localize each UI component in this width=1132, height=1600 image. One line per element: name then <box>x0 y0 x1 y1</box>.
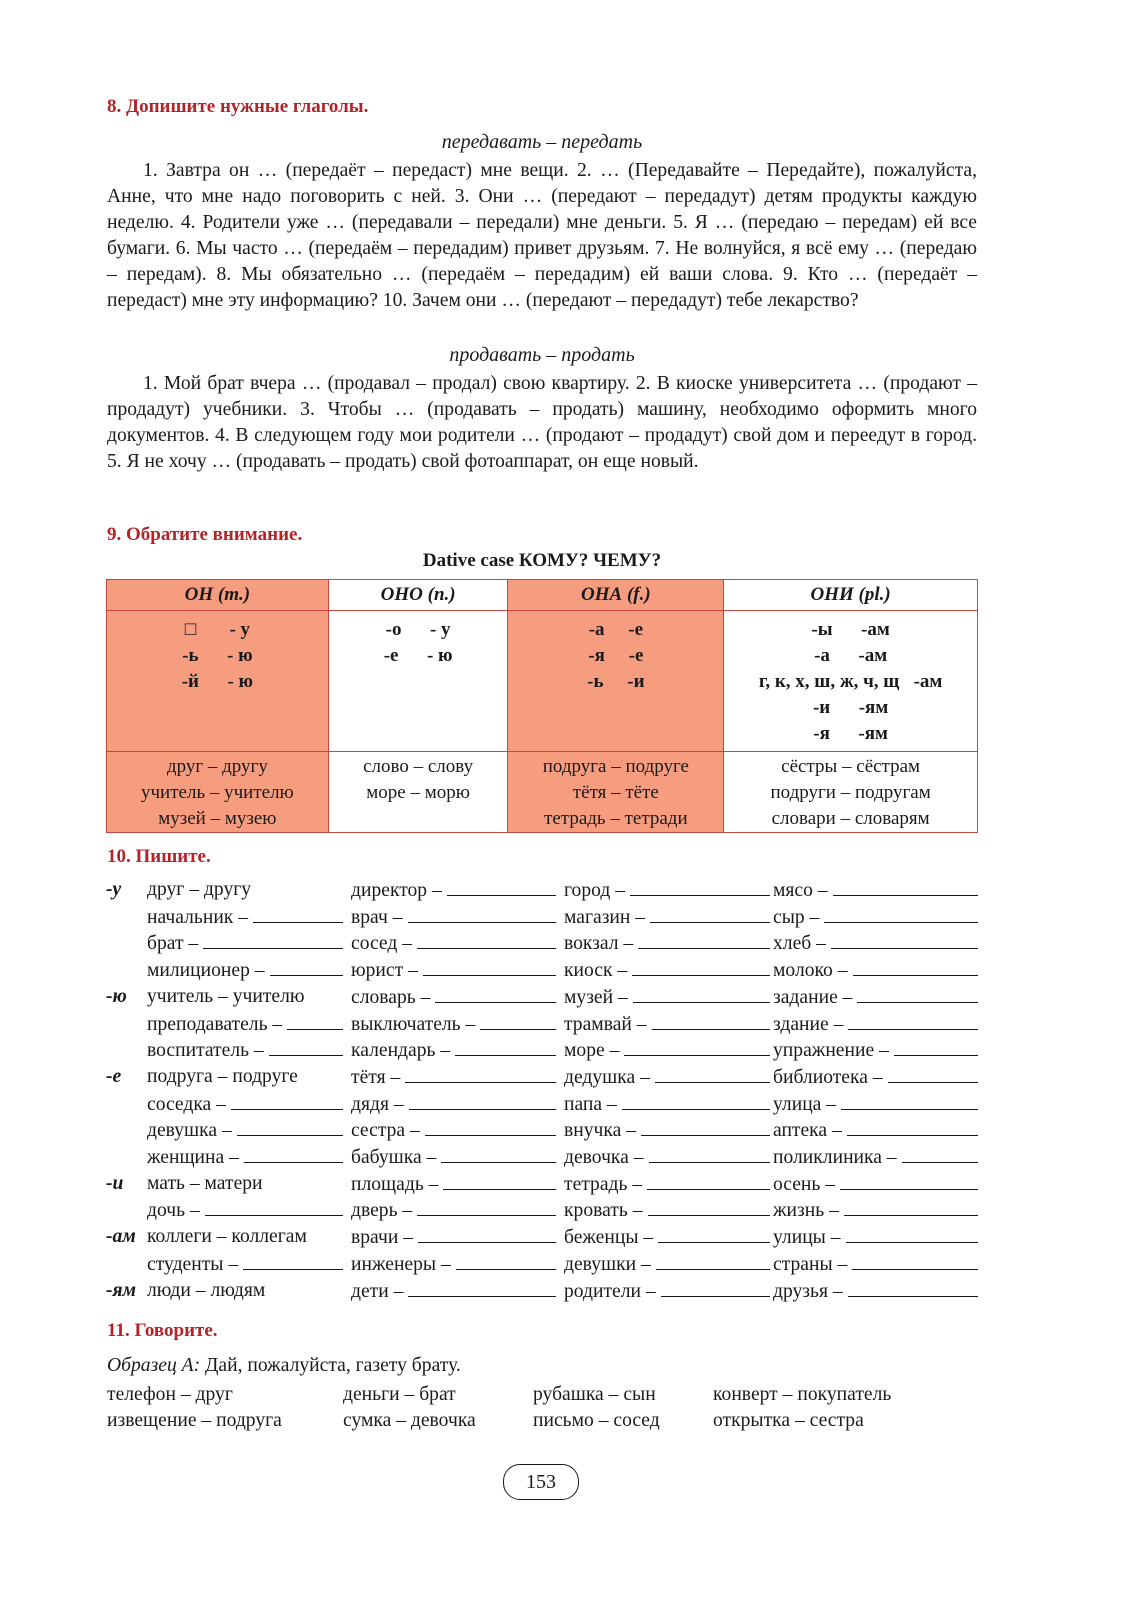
word-cell <box>773 1146 978 1169</box>
sample-label: Образец А: <box>107 1355 201 1376</box>
word-cell <box>564 1013 770 1036</box>
sample-line <box>107 1355 461 1377</box>
word: тетрадь – <box>564 1173 643 1195</box>
word-cell <box>564 932 770 955</box>
word-pair: извещение – подруга <box>107 1410 282 1431</box>
answer-blank[interactable] <box>203 932 343 949</box>
ending-label: -ю <box>106 985 127 1007</box>
answer-blank[interactable] <box>622 1093 770 1110</box>
word: вокзал – <box>564 933 634 955</box>
word-cell <box>564 1066 770 1089</box>
endings-masculine: □ - у -ь - ю -й - ю <box>181 619 254 692</box>
word-cell <box>147 986 343 1008</box>
word-cell <box>351 1066 556 1089</box>
word: врач – <box>351 906 403 928</box>
answer-blank[interactable] <box>831 932 978 949</box>
examples-plural: сёстры – сёстрам подруги – подругам словари – словарям <box>770 756 931 829</box>
word: воспитатель – <box>147 1040 264 1062</box>
word-cell <box>147 959 343 982</box>
answer-blank[interactable] <box>456 1253 556 1270</box>
answer-blank[interactable] <box>824 906 978 923</box>
header-masculine: ОН (m.) <box>107 580 329 611</box>
answer-blank[interactable] <box>848 1013 978 1030</box>
word-cell <box>773 1199 978 1222</box>
word-cell <box>773 1226 978 1249</box>
endings-plural: -ы -ам -а -ам г, к, х, ш, ж, ч, щ -ам -и -ям -я -ям <box>758 619 943 744</box>
word: девочка – <box>564 1147 644 1168</box>
word: дядя – <box>351 1093 404 1115</box>
answer-blank[interactable] <box>655 1066 770 1083</box>
answer-blank[interactable] <box>648 1199 771 1216</box>
word-cell <box>147 1039 343 1062</box>
word: дедушка – <box>564 1066 650 1088</box>
word: мать – матери <box>147 1172 263 1194</box>
word-cell <box>564 1093 770 1116</box>
word: поликлиника – <box>773 1147 897 1168</box>
word: женщина – <box>147 1147 239 1168</box>
sample-text: Дай, пожалуйста, газету брату. <box>200 1355 461 1376</box>
word-cell <box>147 1093 343 1116</box>
word-cell <box>773 1093 978 1116</box>
word-cell <box>564 1199 770 1222</box>
answer-blank[interactable] <box>656 1253 770 1270</box>
answer-blank[interactable] <box>888 1066 978 1083</box>
word-cell <box>351 1173 556 1196</box>
word-cell <box>773 1039 978 1062</box>
ending-label: -и <box>106 1172 124 1194</box>
answer-blank[interactable] <box>418 1226 556 1243</box>
word: сосед – <box>351 933 413 955</box>
word: студенты – <box>147 1253 239 1275</box>
exercise-8-text-1: 1. Завтра он … (передаёт – передаст) мне вещи. 2. … (Передавайте – Передайте), пожалуйста, Анне, что мне надо поговорить с ней. 3. Они … (передают – передадут) детям продукты каждую неделю. 4. Родители уже … (передавали – передали) мне деньги. 5. Я … (передаю – передам) ей все бумаги. 6. Мы часто … (передаём – передадим) привет друзьям. 7. Не волнуйся, я всё ему … (передаю – передам). 8. Мы обязательно … (передаём – передадим) ей ваши слова. 9. Кто … (передаёт – передаст) мне эту информацию? 10. Зачем они … (передают – передадут) тебе лекарство? <box>107 160 977 311</box>
word: дверь – <box>351 1200 413 1222</box>
word: коллеги – коллегам <box>147 1226 307 1248</box>
answer-blank[interactable] <box>652 1013 770 1030</box>
answer-blank[interactable] <box>417 932 556 949</box>
word-cell <box>147 1280 343 1302</box>
word-cell <box>564 1173 770 1196</box>
word-cell <box>147 1173 343 1195</box>
endings-feminine: -а -е -я -е -ь -и <box>587 619 645 692</box>
word-cell <box>147 1066 343 1088</box>
word: преподаватель – <box>147 1013 283 1035</box>
answer-blank[interactable] <box>661 1280 770 1297</box>
word: аптека – <box>773 1120 842 1142</box>
answer-blank[interactable] <box>443 1173 556 1190</box>
word-cell <box>147 1199 343 1222</box>
word: беженцы – <box>564 1227 654 1249</box>
word: милиционер – <box>147 960 265 982</box>
word-cell <box>351 1226 556 1249</box>
answer-blank[interactable] <box>833 879 978 896</box>
word-cell <box>351 1253 556 1276</box>
word: магазин – <box>564 906 646 928</box>
answer-blank[interactable] <box>852 1253 978 1270</box>
examples-masculine: друг – другу учитель – учителю музей – музею <box>141 756 294 829</box>
word-cell <box>147 1013 343 1036</box>
word-cell <box>564 879 770 902</box>
word: календарь – <box>351 1040 451 1062</box>
page-number: 153 <box>503 1464 579 1500</box>
word: трамвай – <box>564 1013 647 1035</box>
word-cell <box>564 959 770 982</box>
answer-blank[interactable] <box>455 1039 556 1056</box>
answer-blank[interactable] <box>857 986 978 1003</box>
word-pair: телефон – друг <box>107 1384 233 1405</box>
answer-blank[interactable] <box>409 1093 556 1110</box>
word-cell <box>351 1119 556 1142</box>
word-cell <box>773 1013 978 1036</box>
word: море – <box>564 1040 620 1062</box>
answer-blank[interactable] <box>405 1066 556 1083</box>
word-pair: сумка – девочка <box>343 1410 476 1431</box>
word-cell <box>564 1226 770 1249</box>
answer-blank[interactable] <box>650 906 770 923</box>
answer-blank[interactable] <box>205 1199 343 1216</box>
header-neuter: ОНО (n.) <box>328 580 508 611</box>
word: родители – <box>564 1280 656 1302</box>
word-cell <box>147 932 343 955</box>
answer-blank[interactable] <box>480 1013 556 1030</box>
word: библиотека – <box>773 1066 883 1088</box>
word-cell <box>564 1146 770 1169</box>
word: молоко – <box>773 960 848 982</box>
word-cell <box>773 932 978 955</box>
word-cell <box>351 906 556 929</box>
answer-blank[interactable] <box>630 879 770 896</box>
word: папа – <box>564 1093 617 1115</box>
word-cell <box>773 879 978 902</box>
exercise-11-title: 11. Говорите. <box>107 1320 218 1341</box>
answer-blank[interactable] <box>441 1146 556 1163</box>
answer-blank[interactable] <box>269 1039 343 1056</box>
word: друзья – <box>773 1280 843 1302</box>
answer-blank[interactable] <box>638 932 770 949</box>
word: улицы – <box>773 1227 841 1249</box>
answer-blank[interactable] <box>408 906 556 923</box>
word-cell <box>147 1146 343 1169</box>
word-cell <box>564 1280 770 1303</box>
word-cell <box>351 932 556 955</box>
answer-blank[interactable] <box>425 1119 556 1136</box>
word: киоск – <box>564 960 628 982</box>
answer-blank[interactable] <box>894 1039 978 1056</box>
word-cell <box>351 986 556 1009</box>
answer-blank[interactable] <box>633 986 770 1003</box>
word-cell <box>147 1119 343 1142</box>
answer-blank[interactable] <box>844 1199 978 1216</box>
answer-blank[interactable] <box>237 1119 343 1136</box>
answer-blank[interactable] <box>647 1173 770 1190</box>
header-feminine: ОНА (f.) <box>508 580 724 611</box>
exercise-8-title: 8. Допишите нужные глаголы. <box>107 96 369 117</box>
word-cell <box>351 1199 556 1222</box>
answer-blank[interactable] <box>658 1226 770 1243</box>
answer-blank[interactable] <box>435 986 556 1003</box>
word: люди – людям <box>147 1279 266 1301</box>
answer-blank[interactable] <box>417 1199 556 1216</box>
word: соседка – <box>147 1093 226 1115</box>
word-pair: рубашка – сын <box>533 1384 656 1405</box>
word: сестра – <box>351 1120 420 1142</box>
word: дети – <box>351 1280 404 1302</box>
word-cell <box>147 1226 343 1248</box>
word-cell <box>564 1039 770 1062</box>
endings-neuter: -о - у -е - ю <box>383 619 453 666</box>
word: город – <box>564 880 626 901</box>
answer-blank[interactable] <box>244 1146 343 1163</box>
word: тётя – <box>351 1066 401 1088</box>
word: кровать – <box>564 1200 643 1222</box>
word: страны – <box>773 1253 848 1275</box>
word-pair: деньги – брат <box>343 1384 456 1405</box>
word: жизнь – <box>773 1200 839 1222</box>
word: инженеры – <box>351 1253 451 1275</box>
word-cell <box>351 879 556 902</box>
word: директор – <box>351 880 442 901</box>
word: мясо – <box>773 880 828 901</box>
word-pair: открытка – сестра <box>713 1410 864 1431</box>
word-cell <box>773 1253 978 1276</box>
word-cell <box>351 1146 556 1169</box>
word-cell <box>773 1119 978 1142</box>
word: врачи – <box>351 1227 413 1249</box>
answer-blank[interactable] <box>632 959 770 976</box>
word: дочь – <box>147 1200 200 1222</box>
answer-blank[interactable] <box>287 1013 343 1030</box>
word: хлеб – <box>773 933 826 955</box>
word-cell <box>564 1253 770 1276</box>
word: выключатель – <box>351 1013 476 1035</box>
word-cell <box>147 906 343 929</box>
answer-blank[interactable] <box>243 1253 343 1270</box>
exercise-8-text-2: 1. Мой брат вчера … (продавал – продал) свою квартиру. 2. В киоске университета … (продают – продадут) учебники. 3. Чтобы … (продавать – продать) машину, необходимо оформить много документов. 4. В следующем году мои родители … (продают – продадут) свой дом и переедут в город. 5. Я не хочу … (продавать – продать) свой фотоаппарат, он еще новый. <box>107 373 977 472</box>
word: девушка – <box>147 1120 232 1142</box>
ending-label: -у <box>106 879 122 900</box>
word-cell <box>773 1066 978 1089</box>
word: улица – <box>773 1093 837 1115</box>
header-plural: ОНИ (pl.) <box>724 580 978 611</box>
answer-blank[interactable] <box>841 1093 978 1110</box>
word-pair: конверт – покупатель <box>713 1384 892 1405</box>
word: подруга – подруге <box>147 1065 298 1087</box>
answer-blank[interactable] <box>853 959 978 976</box>
answer-blank[interactable] <box>447 879 556 896</box>
word: площадь – <box>351 1173 439 1195</box>
answer-blank[interactable] <box>231 1093 343 1110</box>
word: осень – <box>773 1173 836 1195</box>
answer-blank[interactable] <box>253 906 343 923</box>
word-cell <box>773 906 978 929</box>
word-cell <box>147 1253 343 1276</box>
word-cell <box>773 1280 978 1303</box>
answer-blank[interactable] <box>902 1146 978 1163</box>
verb-pair-2: продавать – продать <box>449 344 635 366</box>
word: девушки – <box>564 1253 651 1275</box>
answer-blank[interactable] <box>840 1173 978 1190</box>
word: брат – <box>147 933 199 955</box>
word-cell <box>351 959 556 982</box>
answer-blank[interactable] <box>846 1226 978 1243</box>
answer-blank[interactable] <box>270 959 343 976</box>
ending-label: -ям <box>106 1279 137 1301</box>
word-cell <box>564 1119 770 1142</box>
exercise-10-title: 10. Пишите. <box>107 846 211 867</box>
word: задание – <box>773 986 853 1008</box>
word: начальник – <box>147 906 249 928</box>
word: словарь – <box>351 986 431 1008</box>
word: здание – <box>773 1013 844 1035</box>
word-cell <box>147 879 343 901</box>
word-cell <box>351 1039 556 1062</box>
word-pair: письмо – сосед <box>533 1410 660 1431</box>
answer-blank[interactable] <box>408 1280 556 1297</box>
word-cell <box>773 986 978 1009</box>
answer-blank[interactable] <box>847 1119 978 1136</box>
word-cell <box>773 1173 978 1196</box>
answer-blank[interactable] <box>624 1039 770 1056</box>
word-cell <box>351 1280 556 1303</box>
answer-blank[interactable] <box>423 959 556 976</box>
ending-label: -е <box>106 1065 122 1087</box>
word-cell <box>773 959 978 982</box>
word-cell <box>564 906 770 929</box>
ending-label: -ам <box>106 1226 136 1248</box>
examples-neuter: слово – слову море – морю <box>363 756 474 803</box>
answer-blank[interactable] <box>649 1146 770 1163</box>
table-title: Dative case КОМУ? ЧЕМУ? <box>422 550 662 571</box>
word-cell <box>351 1093 556 1116</box>
word: юрист – <box>351 960 418 982</box>
word-cell <box>351 1013 556 1036</box>
word: сыр – <box>773 906 820 928</box>
word: бабушка – <box>351 1147 437 1168</box>
verb-pair-1: передавать – передать <box>441 131 643 153</box>
exercise-9-title: 9. Обратите внимание. <box>107 524 303 545</box>
dative-table <box>106 579 978 833</box>
word: учитель – учителю <box>147 985 305 1007</box>
examples-feminine: подруга – подруге тётя – тёте тетрадь – тетради <box>542 756 689 829</box>
word-cell <box>564 986 770 1009</box>
word: друг – другу <box>147 879 252 900</box>
answer-blank[interactable] <box>848 1280 978 1297</box>
word: музей – <box>564 986 628 1008</box>
answer-blank[interactable] <box>641 1119 770 1136</box>
word: упражнение – <box>773 1040 889 1062</box>
word: внучка – <box>564 1120 637 1142</box>
